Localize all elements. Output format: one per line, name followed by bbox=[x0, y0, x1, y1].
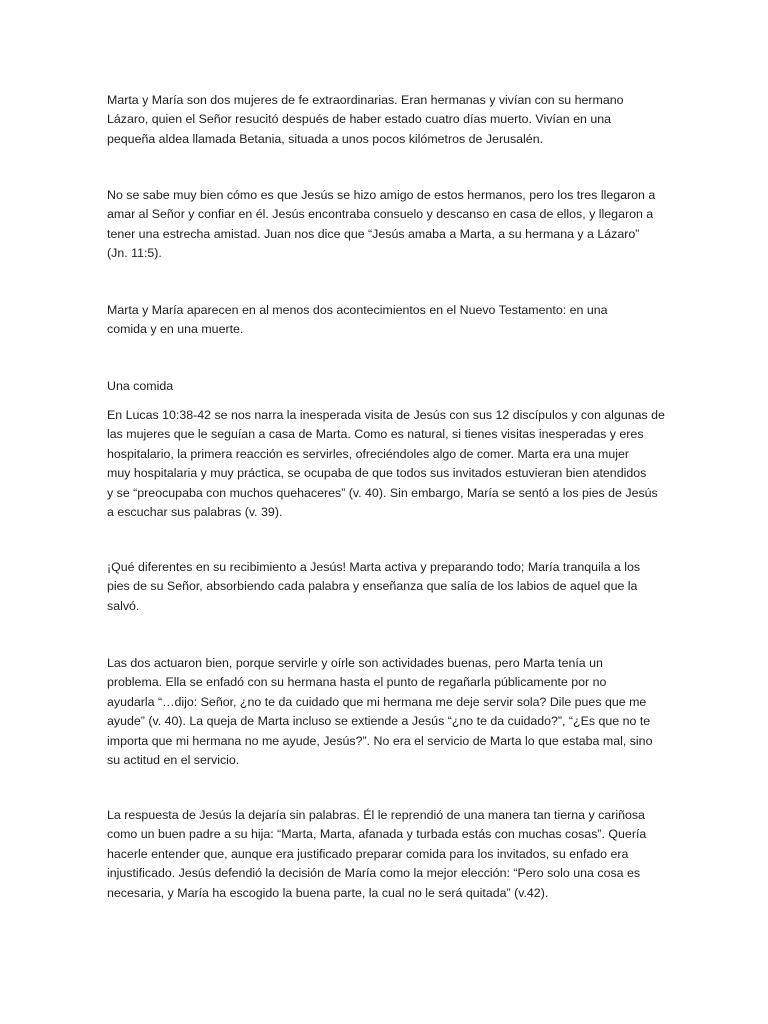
text-line: pequeña aldea llamada Betania, situada a unos pocos kilómetros de Jerusalén. bbox=[107, 131, 544, 146]
text-line: a escuchar sus palabras (v. 39). bbox=[107, 505, 283, 520]
text-line: ¡Qué diferentes en su recibimiento a Jesús! Marta activa y preparando todo; María tranquila a los bbox=[107, 560, 641, 574]
paragraph-response bbox=[107, 806, 667, 903]
text-line: su actitud en el servicio. bbox=[107, 753, 240, 768]
text-line: hacerle entender que, aunque era justificado preparar comida para los invitados, su enfado era bbox=[107, 846, 629, 861]
paragraph-intro bbox=[107, 91, 667, 149]
text-line: hospitalario, la primera reacción es servirles, ofreciéndoles algo de comer. Marta era una mujer bbox=[107, 446, 630, 461]
text-line: Marta y María aparecen en al menos dos acontecimientos en el Nuevo Testamento: en una bbox=[107, 303, 608, 317]
heading-text: Una comida bbox=[107, 379, 174, 393]
paragraph-visit bbox=[107, 406, 667, 522]
text-line: Lázaro, quien el Señor resucitó después de haber estado cuatro días muerto. Vivían en una bbox=[107, 112, 611, 127]
text-line: (Jn. 11:5). bbox=[107, 246, 162, 261]
paragraph-problem bbox=[107, 654, 667, 770]
text-line: En Lucas 10:38-42 se nos narra la inesperada visita de Jesús con sus 12 discípulos y con algunas de bbox=[107, 408, 665, 422]
text-line: comida y en una muerte. bbox=[107, 322, 244, 337]
text-line: y se “preocupaba con muchos quehaceres” (v. 40). Sin embargo, María se sentó a los pies de Jesús bbox=[107, 485, 658, 500]
paragraph-friendship bbox=[107, 186, 667, 264]
text-line: Marta y María son dos mujeres de fe extraordinarias. Eran hermanas y vivían con su hermano bbox=[107, 93, 624, 107]
text-line: salvó. bbox=[107, 598, 140, 613]
text-line: Las dos actuaron bien, porque servirle y oírle son actividades buenas, pero Marta tenía un bbox=[107, 656, 603, 670]
section-heading bbox=[107, 377, 667, 396]
text-line: problema. Ella se enfadó con su hermana hasta el punto de regañarla públicamente por no bbox=[107, 675, 607, 690]
text-line: tener una estrecha amistad. Juan nos dice que “Jesús amaba a Marta, a su hermana y a Lázaro” bbox=[107, 226, 640, 241]
text-line: amar al Señor y confiar en él. Jesús encontraba consuelo y descanso en casa de ellos, y llegaron a bbox=[107, 207, 654, 222]
text-line: No se sabe muy bien cómo es que Jesús se hizo amigo de estos hermanos, pero los tres llegaron a bbox=[107, 188, 656, 202]
text-line: muy hospitalaria y muy práctica, se ocupaba de que todos sus invitados estuvieran bien atendidos bbox=[107, 466, 647, 481]
text-line: ayude” (v. 40). La queja de Marta incluso se extiende a Jesús “¿no te da cuidado?”, “¿Es que no te bbox=[107, 714, 651, 729]
paragraph-difference bbox=[107, 558, 667, 616]
paragraph-events bbox=[107, 301, 667, 340]
text-line: pies de su Señor, absorbiendo cada palabra y enseñanza que salía de los labios de aquel que la bbox=[107, 579, 638, 594]
text-line: injustificado. Jesús defendió la decisión de María como la mejor elección: “Pero solo una cosa es bbox=[107, 866, 641, 881]
text-line: La respuesta de Jesús la dejaría sin palabras. Él le reprendió de una manera tan tierna y cariñosa bbox=[107, 808, 645, 822]
text-line: como un buen padre a su hija: “Marta, Marta, afanada y turbada estás con muchas cosas”. Quería bbox=[107, 827, 647, 842]
text-line: ayudarla “…dijo: Señor, ¿no te da cuidado que mi hermana me deje servir sola? Dile pues que me bbox=[107, 694, 647, 709]
text-line: necesaria, y María ha escogido la buena parte, la cual no le será quitada” (v.42). bbox=[107, 885, 549, 900]
text-line: importa que mi hermana no me ayude, Jesús?”. No era el servicio de Marta lo que estaba mal, sino bbox=[107, 733, 653, 748]
text-line: las mujeres que le seguían a casa de Marta. Como es natural, si tienes visitas inesperadas y eres bbox=[107, 427, 644, 442]
